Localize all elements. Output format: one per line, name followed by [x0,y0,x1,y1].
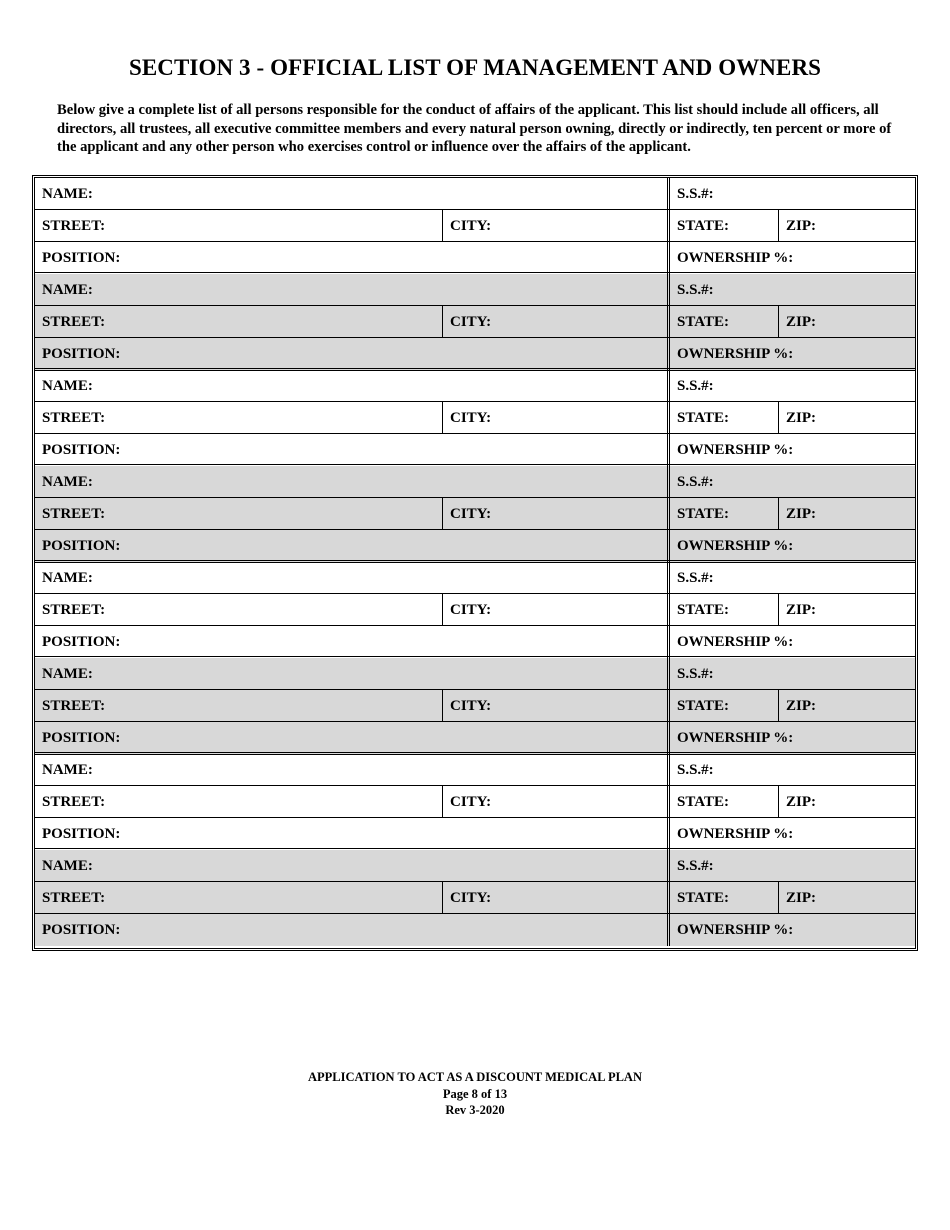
street-field[interactable]: STREET: [42,794,106,810]
name-row [35,850,915,882]
column-divider [442,882,443,913]
column-divider [778,402,779,433]
column-divider [667,370,670,466]
name-field[interactable]: NAME: [42,666,93,682]
ownership-field[interactable]: OWNERSHIP %: [677,250,794,266]
column-divider [442,306,443,337]
footer-page-number: Page 8 of 13 [442,1086,508,1101]
name-field[interactable]: NAME: [42,858,93,874]
name-row [35,754,915,786]
address-row [35,594,915,626]
street-field[interactable]: STREET: [42,218,106,234]
state-field[interactable]: STATE: [677,698,729,714]
management-owners-form [32,175,918,951]
row-divider [35,529,915,530]
column-divider [667,850,670,946]
address-row [35,786,915,818]
ssn-field[interactable]: S.S.#: [677,570,714,586]
position-row [35,914,915,946]
person-record [35,274,915,370]
ownership-field[interactable]: OWNERSHIP %: [677,442,794,458]
name-row [35,274,915,306]
city-field[interactable]: CITY: [450,698,492,714]
position-row [35,530,915,562]
column-divider [778,594,779,625]
person-record [35,370,915,466]
address-row [35,402,915,434]
city-field[interactable]: CITY: [450,506,492,522]
column-divider [778,498,779,529]
row-divider [35,689,915,690]
person-record [35,754,915,850]
street-field[interactable]: STREET: [42,506,106,522]
position-field[interactable]: POSITION: [42,538,121,554]
column-divider [778,690,779,721]
ssn-field[interactable]: S.S.#: [677,378,714,394]
street-field[interactable]: STREET: [42,890,106,906]
column-divider [778,786,779,817]
state-field[interactable]: STATE: [677,218,729,234]
column-divider [778,882,779,913]
position-field[interactable]: POSITION: [42,634,121,650]
row-divider [35,817,915,818]
column-divider [667,562,670,658]
row-divider [35,721,915,722]
footer-application-title: APPLICATION TO ACT AS A DISCOUNT MEDICAL PLAN [308,1070,642,1084]
name-row [35,178,915,210]
position-row [35,722,915,754]
ownership-field[interactable]: OWNERSHIP %: [677,538,794,554]
zip-field[interactable]: ZIP: [786,506,816,522]
street-field[interactable]: STREET: [42,410,106,426]
address-row [35,690,915,722]
city-field[interactable]: CITY: [450,218,492,234]
zip-field[interactable]: ZIP: [786,890,816,906]
name-field[interactable]: NAME: [42,282,93,298]
page-title: SECTION 3 - OFFICIAL LIST OF MANAGEMENT AND OWNERS [128,55,822,80]
column-divider [442,594,443,625]
name-row [35,562,915,594]
row-divider [35,209,915,210]
row-divider [35,913,915,914]
row-divider [35,785,915,786]
street-field[interactable]: STREET: [42,698,106,714]
column-divider [778,306,779,337]
name-field[interactable]: NAME: [42,378,93,394]
ssn-field[interactable]: S.S.#: [677,858,714,874]
address-row [35,498,915,530]
person-record [35,562,915,658]
ownership-field[interactable]: OWNERSHIP %: [677,346,794,362]
zip-field[interactable]: ZIP: [786,698,816,714]
ssn-field[interactable]: S.S.#: [677,282,714,298]
name-field[interactable]: NAME: [42,186,93,202]
name-field[interactable]: NAME: [42,570,93,586]
zip-field[interactable]: ZIP: [786,602,816,618]
person-record [35,850,915,946]
state-field[interactable]: STATE: [677,602,729,618]
column-divider [442,402,443,433]
state-field[interactable]: STATE: [677,506,729,522]
column-divider [442,210,443,241]
city-field[interactable]: CITY: [450,314,492,330]
name-field[interactable]: NAME: [42,762,93,778]
row-divider [35,337,915,338]
name-row [35,658,915,690]
state-field[interactable]: STATE: [677,410,729,426]
city-field[interactable]: CITY: [450,410,492,426]
position-field[interactable]: POSITION: [42,922,121,938]
name-field[interactable]: NAME: [42,474,93,490]
ownership-field[interactable]: OWNERSHIP %: [677,826,794,842]
column-divider [667,178,670,274]
column-divider [667,754,670,850]
zip-field[interactable]: ZIP: [786,218,816,234]
ownership-field[interactable]: OWNERSHIP %: [677,634,794,650]
row-divider [35,241,915,242]
position-field[interactable]: POSITION: [42,346,121,362]
state-field[interactable]: STATE: [677,314,729,330]
ssn-field[interactable]: S.S.#: [677,762,714,778]
street-field[interactable]: STREET: [42,314,106,330]
column-divider [667,274,670,370]
person-record [35,658,915,754]
row-divider [35,593,915,594]
column-divider [442,690,443,721]
row-divider [35,881,915,882]
city-field[interactable]: CITY: [450,890,492,906]
column-divider [442,498,443,529]
position-row [35,338,915,370]
row-divider [35,401,915,402]
name-row [35,466,915,498]
position-row [35,242,915,274]
city-field[interactable]: CITY: [450,794,492,810]
ownership-field[interactable]: OWNERSHIP %: [677,922,794,938]
ssn-field[interactable]: S.S.#: [677,474,714,490]
zip-field[interactable]: ZIP: [786,794,816,810]
zip-field[interactable]: ZIP: [786,410,816,426]
column-divider [778,210,779,241]
city-field[interactable]: CITY: [450,602,492,618]
address-row [35,882,915,914]
state-field[interactable]: STATE: [677,890,729,906]
state-field[interactable]: STATE: [677,794,729,810]
column-divider [667,466,670,562]
name-row [35,370,915,402]
ssn-field[interactable]: S.S.#: [677,666,714,682]
address-row [35,210,915,242]
row-divider [35,625,915,626]
footer-revision: Rev 3-2020 [445,1103,505,1117]
position-row [35,818,915,850]
zip-field[interactable]: ZIP: [786,314,816,330]
street-field[interactable]: STREET: [42,602,106,618]
position-field[interactable]: POSITION: [42,826,121,842]
person-record [35,178,915,274]
row-divider [35,433,915,434]
page-footer [0,1069,950,1119]
row-divider [35,305,915,306]
position-row [35,626,915,658]
position-field[interactable]: POSITION: [42,730,121,746]
column-divider [667,658,670,754]
row-divider [35,497,915,498]
ssn-field[interactable]: S.S.#: [677,186,714,202]
position-field[interactable]: POSITION: [42,250,121,266]
position-row [35,434,915,466]
person-record [35,466,915,562]
column-divider [442,786,443,817]
ownership-field[interactable]: OWNERSHIP %: [677,730,794,746]
instructions-paragraph: Below give a complete list of all persons responsible for the conduct of affairs of the applicant. This list should include all officers, all directors, all trustees, all executive committee members and every natural person owning, directly or indirectly, ten percent or more of the applicant and any other person who exercises control or influence over the affairs of the applicant. [57,102,892,155]
address-row [35,306,915,338]
position-field[interactable]: POSITION: [42,442,121,458]
